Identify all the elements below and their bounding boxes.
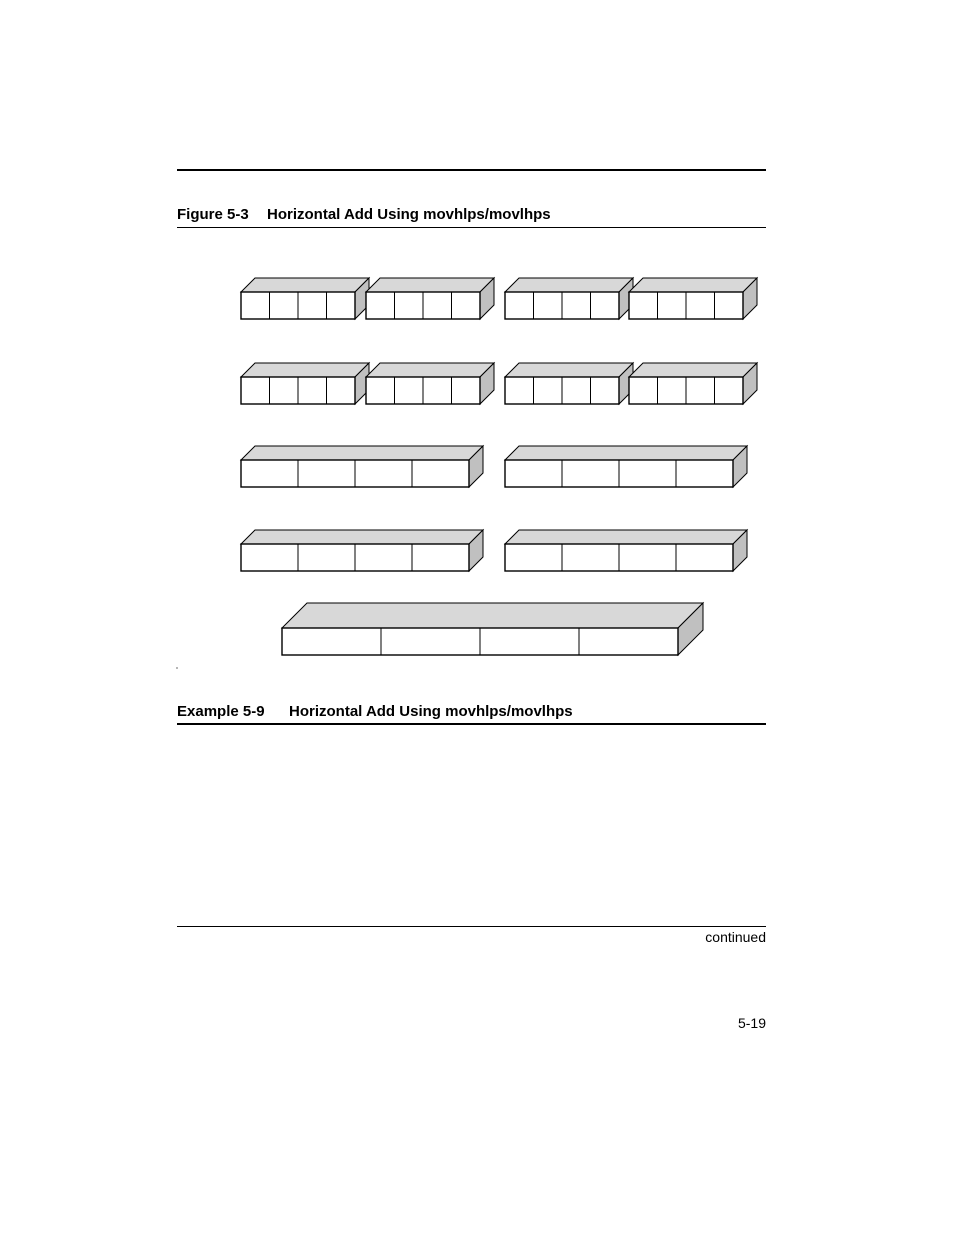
register-top-face <box>629 278 757 292</box>
register-small-r1-4 <box>629 278 757 319</box>
register-top-face <box>241 363 369 377</box>
register-top-face <box>241 530 483 544</box>
register-small-r2-4 <box>629 363 757 404</box>
figure-label: Figure 5-3 <box>177 206 249 223</box>
register-top-face <box>366 278 494 292</box>
register-small-r1-3 <box>505 278 633 319</box>
register-result <box>282 603 703 655</box>
register-top-face <box>241 278 369 292</box>
register-small-r2-3 <box>505 363 633 404</box>
page-number: 5-19 <box>737 1015 766 1031</box>
stray-dot <box>176 667 177 668</box>
register-wide-r3-1 <box>241 446 483 487</box>
register-top-face <box>282 603 703 628</box>
register-top-face <box>366 363 494 377</box>
register-wide-r4-1 <box>241 530 483 571</box>
register-wide-r4-2 <box>505 530 747 571</box>
example-label: Example 5-9 <box>177 703 265 720</box>
register-top-face <box>505 530 747 544</box>
register-top-face <box>629 363 757 377</box>
register-top-face <box>241 446 483 460</box>
register-top-face <box>505 278 633 292</box>
register-top-face <box>505 363 633 377</box>
register-small-r1-1 <box>241 278 369 319</box>
continued-label: continued <box>705 929 766 945</box>
register-top-face <box>505 446 747 460</box>
register-small-r2-1 <box>241 363 369 404</box>
register-wide-r3-2 <box>505 446 747 487</box>
bottom-rule <box>177 926 766 927</box>
register-small-r2-2 <box>366 363 494 404</box>
example-caption-rule <box>177 723 766 725</box>
example-title: Horizontal Add Using movhlps/movlhps <box>289 703 573 720</box>
register-small-r1-2 <box>366 278 494 319</box>
example-caption <box>177 703 573 720</box>
figure-title: Horizontal Add Using movhlps/movlhps <box>267 206 551 223</box>
diagram-root <box>241 278 757 655</box>
